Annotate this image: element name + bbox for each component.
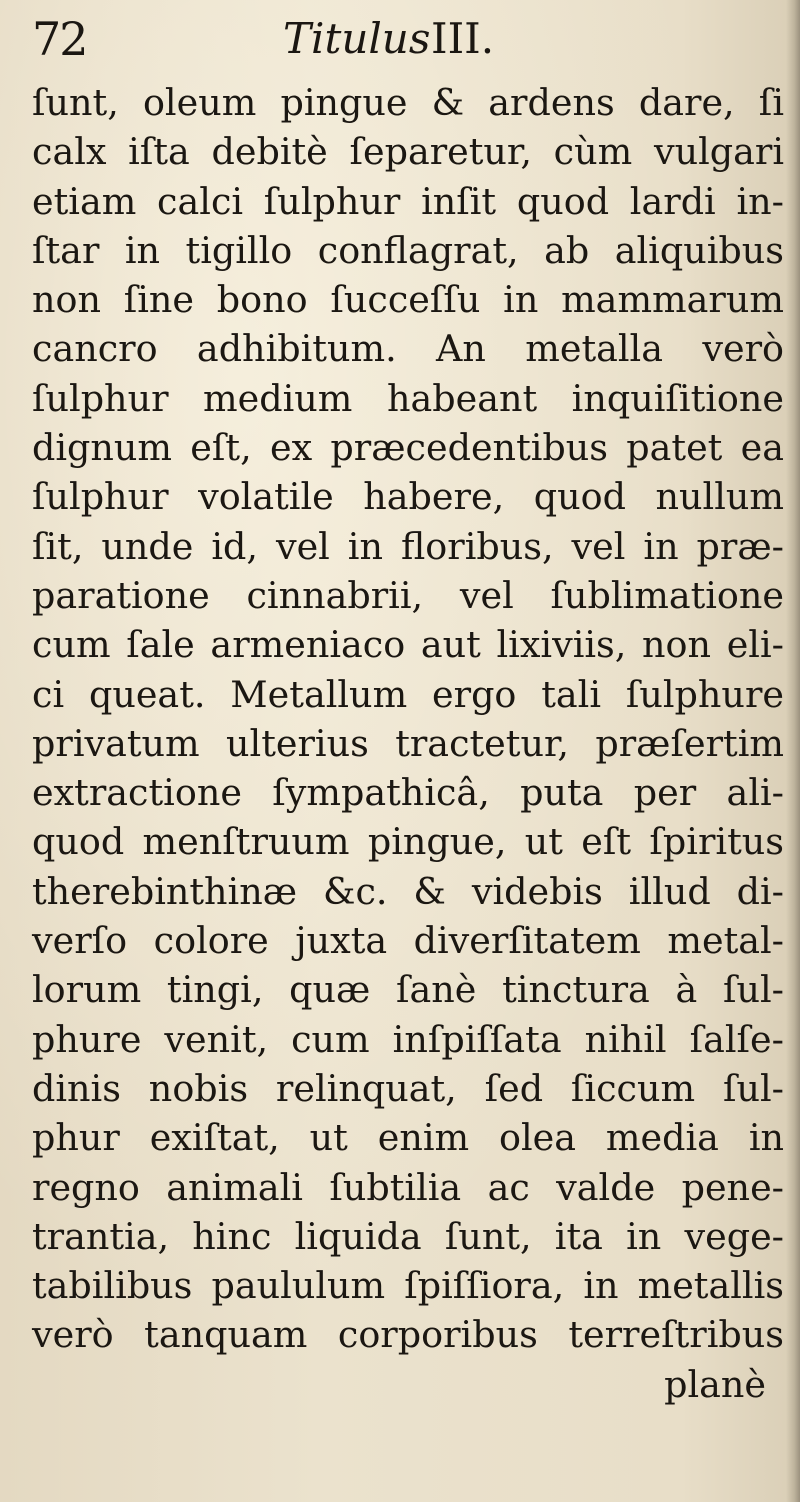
text-line: phure venit, cum inſpiſſata nihil ſalſe- [32, 1017, 784, 1061]
catchword: planè [664, 1362, 766, 1406]
text-line: trantia, hinc liquida ſunt, ita in vege- [32, 1214, 784, 1258]
running-title: Titulus [283, 14, 431, 63]
running-head [28, 14, 788, 78]
text-line: ſulphur medium habeant inquiſitione [32, 376, 784, 420]
text-line: ſunt, oleum pingue & ardens dare, ſi [32, 81, 784, 124]
text-line: calx iſta debitè ſeparetur, cùm vulgari [32, 130, 784, 174]
text-line: ſtar in tigillo conflagrat, ab aliquibus [32, 228, 784, 272]
text-line: lorum tingi, quæ ſanè tinctura à ſul- [32, 968, 784, 1012]
text-line: etiam calci ſulphur inſit quod lardi in- [32, 179, 784, 223]
page-number: 72 [32, 12, 87, 66]
body-text [32, 78, 792, 1409]
text-line: non ſine bono ſucceſſu in mammarum [32, 278, 784, 322]
text-line: therebinthinæ &c. & videbis illud di- [32, 869, 784, 913]
text-line: cum ſale armeniaco aut lixiviis, non eli- [32, 623, 784, 667]
text-line: privatum ulterius tractetur, præſertim [32, 721, 784, 765]
text-line: dignum eſt, ex præcedentibus patet ea [32, 426, 784, 470]
text-line: ſulphur volatile habere, quod nullum [32, 475, 784, 519]
text-line: verò tanquam corporibus terreſtribus [32, 1313, 784, 1357]
text-line: quod menſtruum pingue, ut eſt ſpiritus [32, 820, 784, 864]
text-line: paratione cinnabrii, vel ſublimatione [32, 573, 784, 617]
text-line: regno animali ſubtilia ac valde pene- [32, 1165, 784, 1209]
text-line: ſit, unde id, vel in floribus, vel in præ- [32, 524, 784, 568]
text-line: ci queat. Metallum ergo tali ſulphure [32, 672, 784, 716]
text-line: phur exiſtat, ut enim olea media in [32, 1116, 784, 1160]
running-title-number: III. [431, 14, 495, 63]
text-line: cancro adhibitum. An metalla verò [32, 327, 784, 371]
text-line: verſo colore juxta diverſitatem metal- [32, 919, 784, 963]
text-line: tabilibus paululum ſpiſſiora, in metallis [32, 1264, 784, 1308]
text-line: dinis nobis relinquat, ſed ſiccum ſul- [32, 1066, 784, 1110]
text-line: extractione ſympathicâ, puta per ali- [32, 771, 784, 815]
